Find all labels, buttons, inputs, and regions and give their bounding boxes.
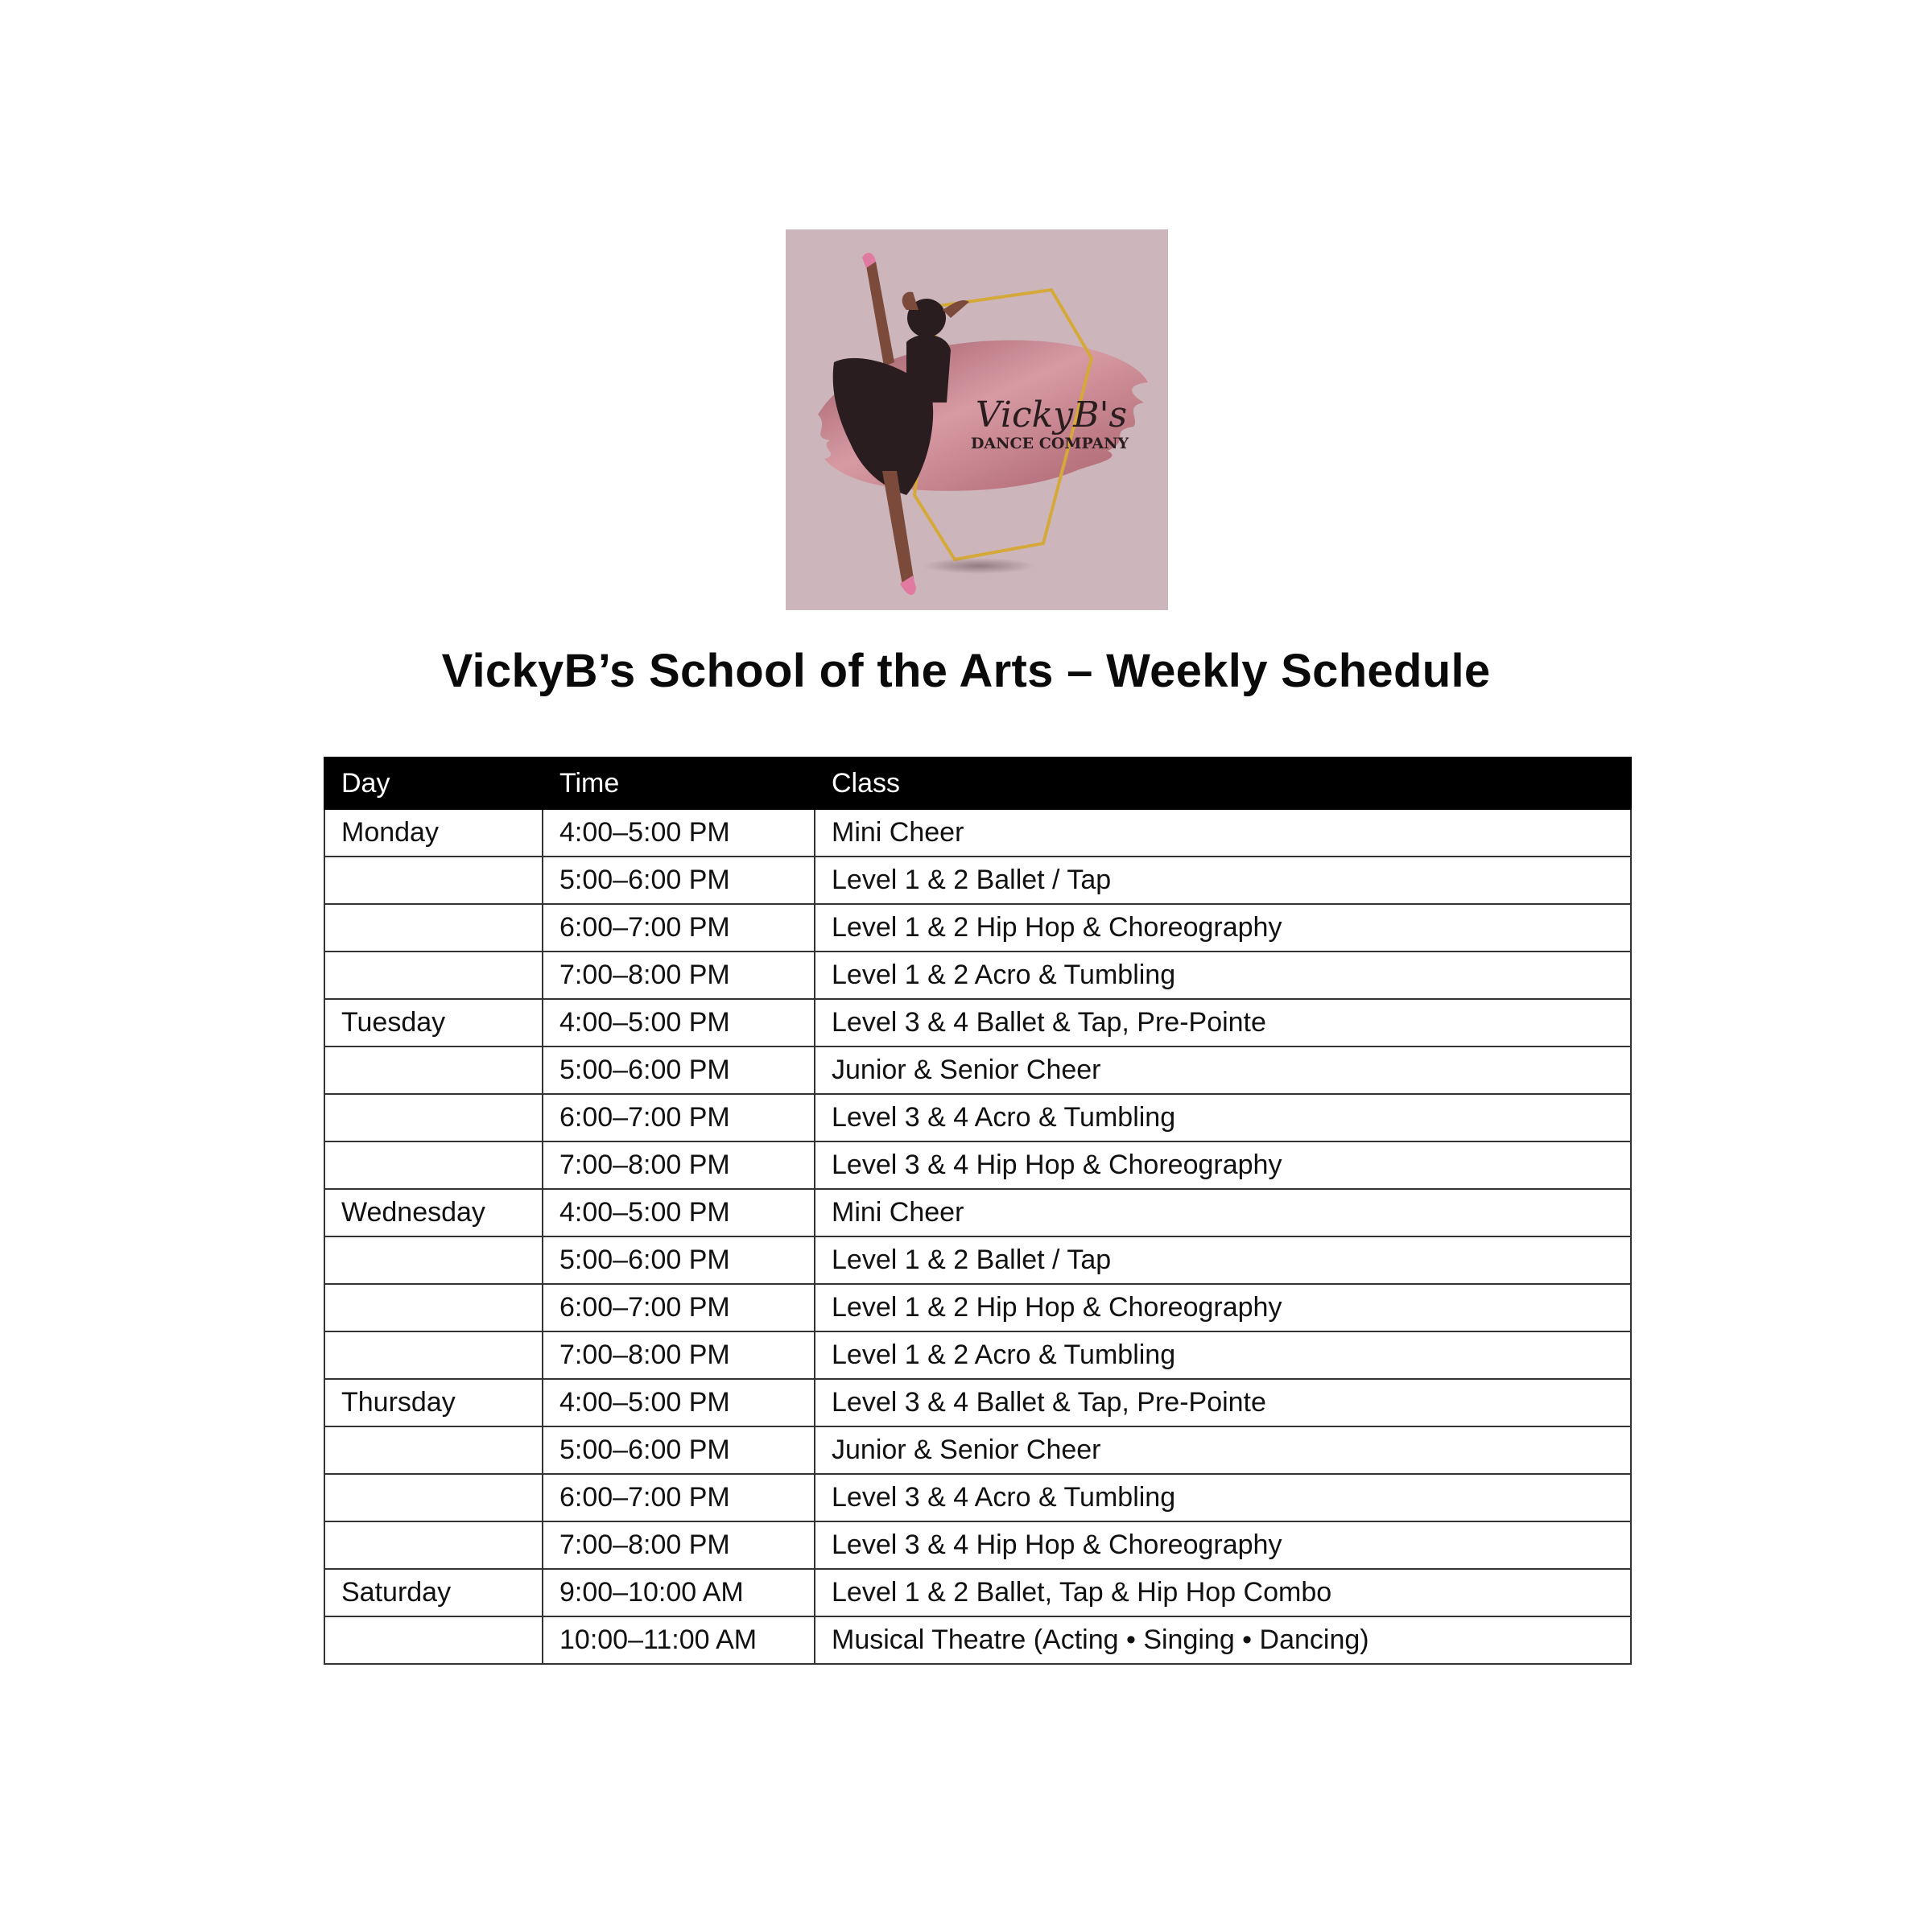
table-row — [324, 1331, 1631, 1379]
class-cell: Level 3 & 4 Acro & Tumbling — [815, 1474, 1631, 1521]
table-row — [324, 952, 1631, 999]
class-cell: Level 1 & 2 Ballet / Tap — [815, 1236, 1631, 1284]
column-header-day: Day — [324, 758, 543, 809]
class-cell: Mini Cheer — [815, 809, 1631, 857]
logo-company-text: DANCE COMPANY — [970, 435, 1129, 452]
page-title: VickyB’s School of the Arts – Weekly Schedule — [441, 645, 1491, 697]
time-cell: 6:00–7:00 PM — [543, 1284, 815, 1331]
time-cell: 5:00–6:00 PM — [543, 1426, 815, 1474]
table-row — [324, 857, 1631, 904]
table-row — [324, 1379, 1631, 1426]
time-cell: 7:00–8:00 PM — [543, 1141, 815, 1189]
schedule-body — [324, 809, 1631, 1664]
class-cell: Level 1 & 2 Hip Hop & Choreography — [815, 1284, 1631, 1331]
table-row — [324, 1236, 1631, 1284]
table-row — [324, 1616, 1631, 1664]
time-cell: 6:00–7:00 PM — [543, 1094, 815, 1141]
day-cell — [324, 1616, 543, 1664]
day-cell — [324, 1141, 543, 1189]
logo-artwork — [786, 229, 1168, 610]
day-cell: Tuesday — [324, 999, 543, 1046]
time-cell: 6:00–7:00 PM — [543, 904, 815, 952]
time-cell: 5:00–6:00 PM — [543, 857, 815, 904]
day-cell — [324, 1094, 543, 1141]
day-cell — [324, 1236, 543, 1284]
day-cell — [324, 1046, 543, 1094]
class-cell: Level 1 & 2 Ballet / Tap — [815, 857, 1631, 904]
table-row — [324, 1284, 1631, 1331]
class-cell: Level 3 & 4 Acro & Tumbling — [815, 1094, 1631, 1141]
table-row — [324, 1426, 1631, 1474]
class-cell: Level 1 & 2 Ballet, Tap & Hip Hop Combo — [815, 1569, 1631, 1616]
day-cell — [324, 857, 543, 904]
day-cell: Monday — [324, 809, 543, 857]
table-row — [324, 1046, 1631, 1094]
time-cell: 4:00–5:00 PM — [543, 999, 815, 1046]
day-cell — [324, 1521, 543, 1569]
time-cell: 4:00–5:00 PM — [543, 809, 815, 857]
day-cell: Thursday — [324, 1379, 543, 1426]
class-cell: Level 3 & 4 Ballet & Tap, Pre-Pointe — [815, 1379, 1631, 1426]
day-cell — [324, 1474, 543, 1521]
time-cell: 4:00–5:00 PM — [543, 1189, 815, 1236]
day-cell — [324, 1426, 543, 1474]
table-row — [324, 999, 1631, 1046]
time-cell: 7:00–8:00 PM — [543, 1331, 815, 1379]
day-cell — [324, 1284, 543, 1331]
class-cell: Level 3 & 4 Hip Hop & Choreography — [815, 1141, 1631, 1189]
time-cell: 10:00–11:00 AM — [543, 1616, 815, 1664]
day-cell — [324, 1331, 543, 1379]
table-row — [324, 1521, 1631, 1569]
time-cell: 9:00–10:00 AM — [543, 1569, 815, 1616]
column-header-class: Class — [815, 758, 1631, 809]
class-cell: Level 3 & 4 Ballet & Tap, Pre-Pointe — [815, 999, 1631, 1046]
day-cell — [324, 952, 543, 999]
schedule-table — [324, 757, 1632, 1665]
time-cell: 5:00–6:00 PM — [543, 1236, 815, 1284]
day-cell: Wednesday — [324, 1189, 543, 1236]
table-row — [324, 1189, 1631, 1236]
table-header-row — [324, 758, 1631, 809]
class-cell: Junior & Senior Cheer — [815, 1046, 1631, 1094]
table-row — [324, 1569, 1631, 1616]
company-logo — [786, 229, 1168, 610]
table-row — [324, 809, 1631, 857]
class-cell: Level 1 & 2 Acro & Tumbling — [815, 952, 1631, 999]
time-cell: 5:00–6:00 PM — [543, 1046, 815, 1094]
day-cell — [324, 904, 543, 952]
column-header-time: Time — [543, 758, 815, 809]
class-cell: Level 1 & 2 Acro & Tumbling — [815, 1331, 1631, 1379]
time-cell: 7:00–8:00 PM — [543, 1521, 815, 1569]
time-cell: 4:00–5:00 PM — [543, 1379, 815, 1426]
class-cell: Mini Cheer — [815, 1189, 1631, 1236]
day-cell: Saturday — [324, 1569, 543, 1616]
class-cell: Level 1 & 2 Hip Hop & Choreography — [815, 904, 1631, 952]
table-row — [324, 1094, 1631, 1141]
class-cell: Level 3 & 4 Hip Hop & Choreography — [815, 1521, 1631, 1569]
table-row — [324, 1474, 1631, 1521]
class-cell: Musical Theatre (Acting • Singing • Dancing) — [815, 1616, 1631, 1664]
class-cell: Junior & Senior Cheer — [815, 1426, 1631, 1474]
time-cell: 6:00–7:00 PM — [543, 1474, 815, 1521]
time-cell: 7:00–8:00 PM — [543, 952, 815, 999]
table-row — [324, 1141, 1631, 1189]
logo-script-text: VickyB's — [975, 394, 1128, 436]
table-row — [324, 904, 1631, 952]
